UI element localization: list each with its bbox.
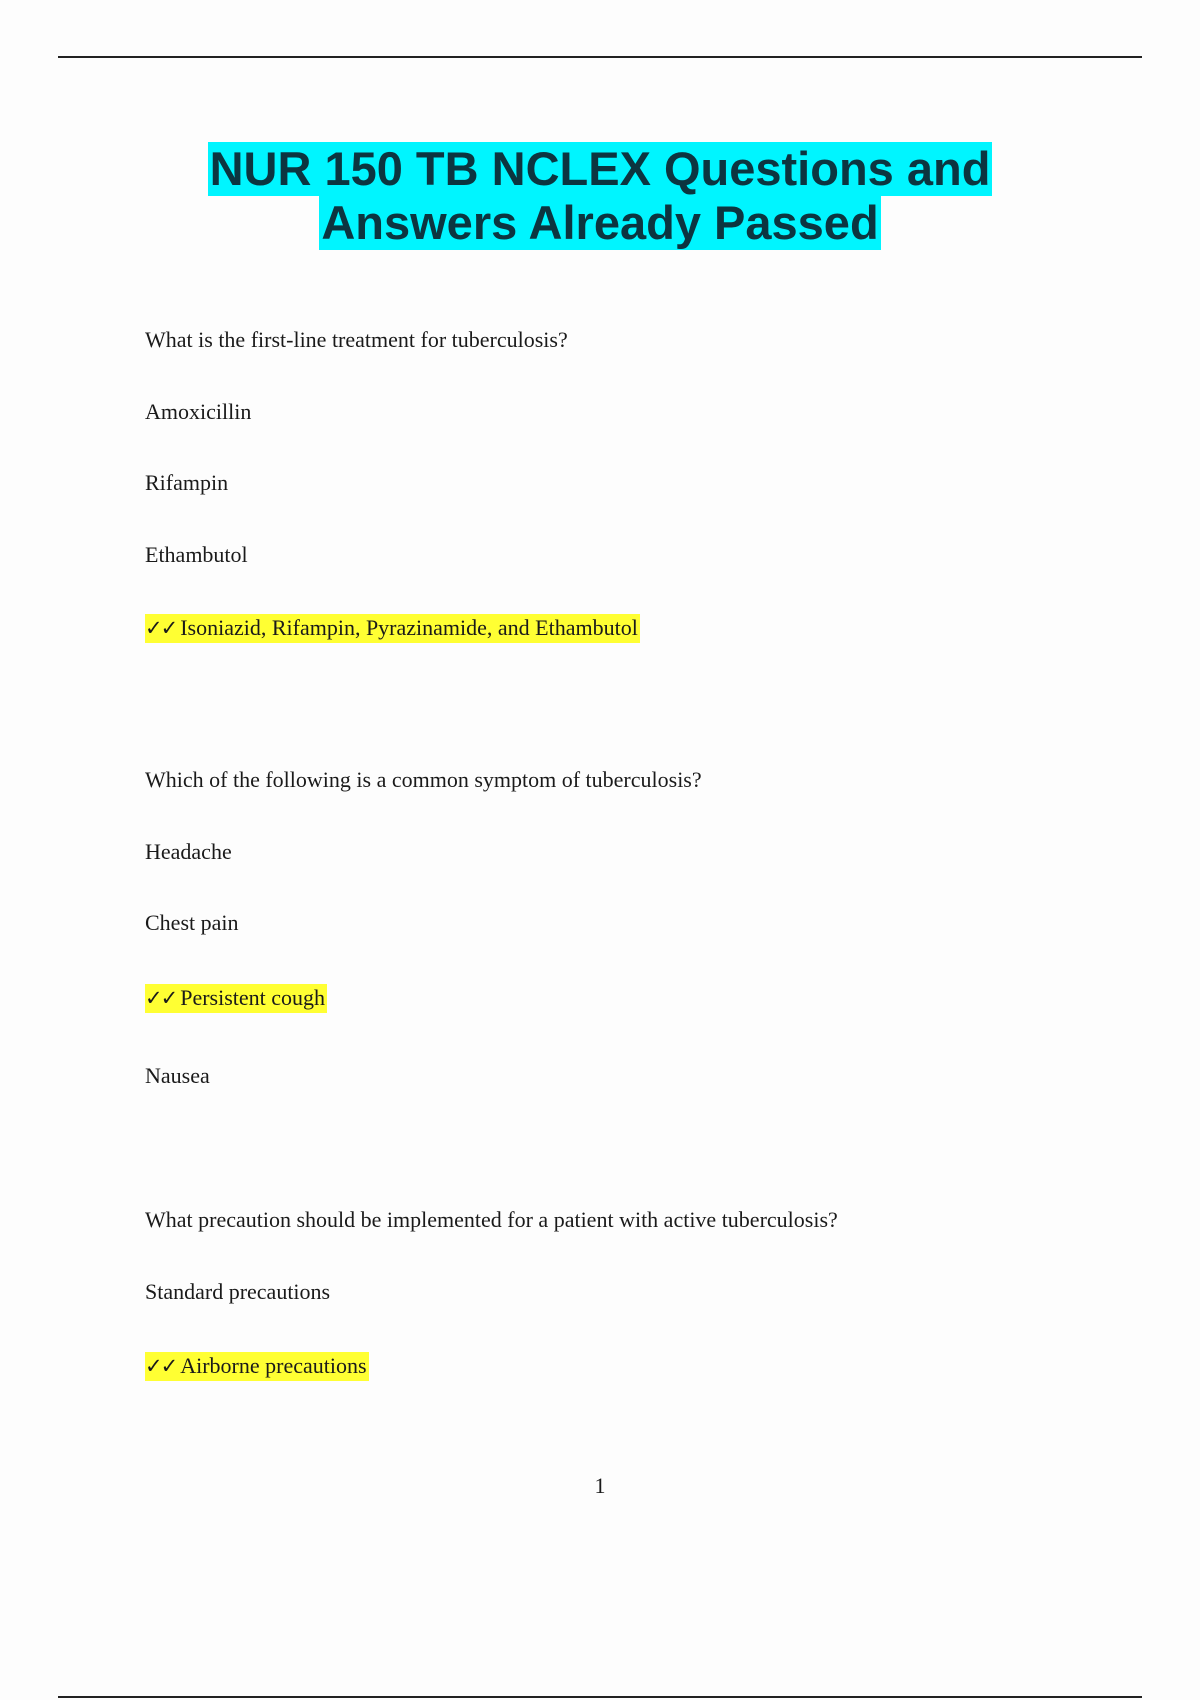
question-1-option-2: Rifampin	[145, 470, 229, 495]
question-1-option-1: Amoxicillin	[145, 399, 252, 424]
title-line-2: Answers Already Passed	[321, 196, 879, 249]
title-line-1: NUR 150 TB NCLEX Questions and	[209, 142, 991, 195]
double-check-icon: ✓✓	[145, 1354, 177, 1378]
document-title	[0, 142, 1200, 250]
answer-text: Isoniazid, Rifampin, Pyrazinamide, and Ethambutol	[180, 615, 638, 640]
question-1-option-3: Ethambutol	[145, 542, 248, 567]
question-2-option-4: Nausea	[145, 1063, 210, 1088]
bottom-rule	[58, 1696, 1142, 1698]
answer-text: Persistent cough	[180, 985, 326, 1010]
answer-highlight	[145, 984, 327, 1013]
double-check-icon: ✓✓	[145, 986, 177, 1010]
answer-text: Airborne precautions	[180, 1353, 367, 1378]
question-2-option-1: Headache	[145, 839, 232, 864]
page-number: 1	[594, 1473, 606, 1498]
question-1-correct-answer	[145, 615, 640, 641]
question-3-correct-answer	[145, 1353, 369, 1379]
double-check-icon: ✓✓	[145, 616, 177, 640]
question-1-text: What is the first-line treatment for tuberculosis?	[145, 327, 568, 352]
question-3-text: What precaution should be implemented for a patient with active tuberculosis?	[145, 1207, 838, 1232]
question-2-option-2: Chest pain	[145, 910, 239, 935]
question-2-correct-answer	[145, 985, 327, 1011]
question-3-option-1: Standard precautions	[145, 1279, 331, 1304]
answer-highlight	[145, 1352, 369, 1381]
question-2-text: Which of the following is a common symptom of tuberculosis?	[145, 767, 702, 792]
top-rule	[58, 56, 1142, 58]
answer-highlight	[145, 614, 640, 643]
